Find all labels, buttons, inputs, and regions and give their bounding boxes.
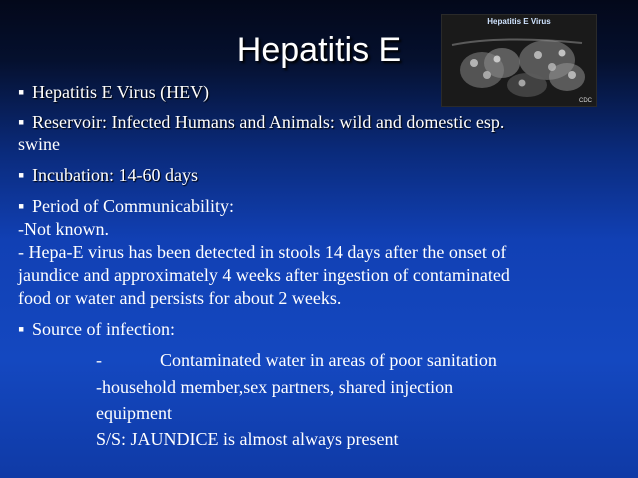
source-item-contacts: -household member,sex partners, shared injection [96,377,454,397]
communicability-line-2: - Hepa-E virus has been detected in stools 14 days after the onset of [18,242,507,262]
bullet-icon: ▪ [18,112,25,132]
communicability-line-3: jaundice and approximately 4 weeks after ingestion of contaminated [18,265,510,285]
bullet-icon: ▪ [18,165,25,185]
bullet-incubation: Incubation: 14-60 days [32,165,198,185]
symptoms-note: S/S: JAUNDICE is almost always present [96,429,399,449]
source-dash: - [96,350,102,370]
image-credit: CDC [579,98,592,104]
communicability-line-1: -Not known. [18,219,109,239]
bullet-icon: ▪ [18,82,25,102]
bullet-icon: ▪ [18,319,25,339]
bullet-reservoir: Reservoir: Infected Humans and Animals: wild and domestic esp. [32,112,505,132]
source-item-water: Contaminated water in areas of poor sanitation [160,350,497,370]
bullet-source: Source of infection: [32,319,175,339]
image-caption: Hepatitis E Virus [487,17,551,26]
bullet-icon: ▪ [18,196,25,216]
communicability-line-4: food or water and persists for about 2 weeks. [18,288,342,308]
bullet-reservoir-cont: swine [18,134,60,154]
slide-title: Hepatitis E [236,31,402,69]
bullet-communicability: Period of Communicability: [32,196,234,216]
bullet-virus: Hepatitis E Virus (HEV) [32,82,210,102]
source-item-contacts-cont: equipment [96,403,172,423]
